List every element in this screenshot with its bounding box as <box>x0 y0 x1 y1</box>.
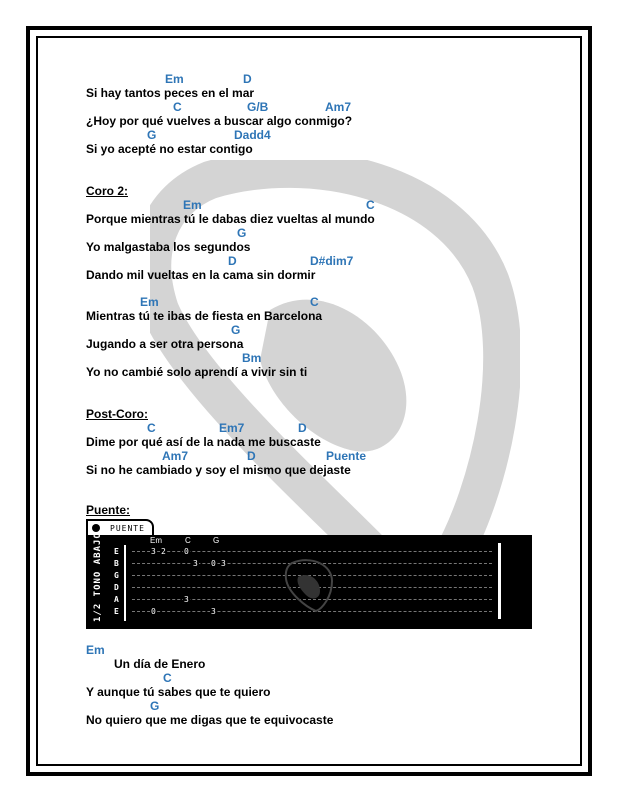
tab-chord: Em <box>150 536 162 545</box>
chord: Em <box>86 643 105 657</box>
chord: Am7 <box>325 100 352 114</box>
lyric-line: Si hay tantos peces en el mar <box>86 86 255 100</box>
chord: Puente <box>326 449 367 463</box>
chord: G <box>147 128 157 142</box>
fret-number: 3 <box>184 595 189 604</box>
chord: C <box>163 671 172 685</box>
string-name: G <box>114 571 119 580</box>
string-name: E <box>114 607 119 616</box>
lyric-line: Dime por qué así de la nada me buscaste <box>86 435 321 449</box>
fret-number: 2 <box>161 547 166 556</box>
chord: Am7 <box>162 449 189 463</box>
chord: D <box>247 449 256 463</box>
chord: Em <box>165 72 184 86</box>
lyric-line: Yo no cambié solo aprendí a vivir sin ti <box>86 365 308 379</box>
tab-body <box>86 532 532 629</box>
chord: C <box>310 295 319 309</box>
fret-number: 0 <box>211 559 216 568</box>
lyric-line: No quiero que me digas que te equivocaste <box>86 713 334 727</box>
lyric-line: Un día de Enero <box>114 657 206 671</box>
chord: D <box>243 72 252 86</box>
lyric-line: Dando mil vueltas en la cama sin dormir <box>86 268 316 282</box>
lyric-line: Mientras tú te ibas de fiesta en Barcelona <box>86 309 323 323</box>
chord: Em7 <box>219 421 245 435</box>
chord: D <box>298 421 307 435</box>
chord: G <box>237 226 247 240</box>
chord: G <box>150 699 160 713</box>
string-name: A <box>114 595 119 604</box>
tuning-label: 1/2 TONO ABAJO <box>93 532 103 622</box>
tab-end-bar <box>498 543 501 619</box>
tab-chord: G <box>213 536 220 545</box>
chord: Em <box>140 295 159 309</box>
chord: Bm <box>242 351 262 365</box>
section-heading-coro: Coro 2: <box>86 184 128 198</box>
lyric-line: ¿Hoy por qué vuelves a buscar algo conmigo? <box>86 114 353 128</box>
chord: D <box>228 254 237 268</box>
string-name: B <box>114 559 119 568</box>
tab-chord: C <box>185 536 191 545</box>
tab-start-bar <box>124 545 126 621</box>
chord: Em <box>183 198 202 212</box>
tab-title: PUENTE <box>110 524 145 533</box>
section-heading-postcoro: Post-Coro: <box>86 407 148 421</box>
fret-number: 0 <box>151 607 156 616</box>
fret-number: 3 <box>211 607 216 616</box>
fret-number: 3 <box>221 559 226 568</box>
chord: G/B <box>247 100 269 114</box>
fret-number: 3 <box>193 559 198 568</box>
record-icon <box>92 524 100 532</box>
guitar-pick-icon <box>282 557 336 613</box>
lyric-line: Si no he cambiado y soy el mismo que dejaste <box>86 463 351 477</box>
fret-number: 0 <box>184 547 189 556</box>
guitar-tablature <box>86 519 532 629</box>
chord: C <box>173 100 182 114</box>
fret-number: 3 <box>151 547 156 556</box>
lyric-line: Y aunque tú sabes que te quiero <box>86 685 271 699</box>
string-name: D <box>114 583 119 592</box>
chord: C <box>366 198 375 212</box>
lyric-line: Porque mientras tú le dabas diez vueltas al mundo <box>86 212 375 226</box>
lyric-line: Yo malgastaba los segundos <box>86 240 251 254</box>
chord: Dadd4 <box>234 128 271 142</box>
chord: G <box>231 323 241 337</box>
chord: D#dim7 <box>310 254 354 268</box>
string-name: E <box>114 547 119 556</box>
section-heading-puente: Puente: <box>86 503 131 517</box>
chord: C <box>147 421 156 435</box>
lyric-line: Jugando a ser otra persona <box>86 337 244 351</box>
lyric-line: Si yo acepté no estar contigo <box>86 142 253 156</box>
